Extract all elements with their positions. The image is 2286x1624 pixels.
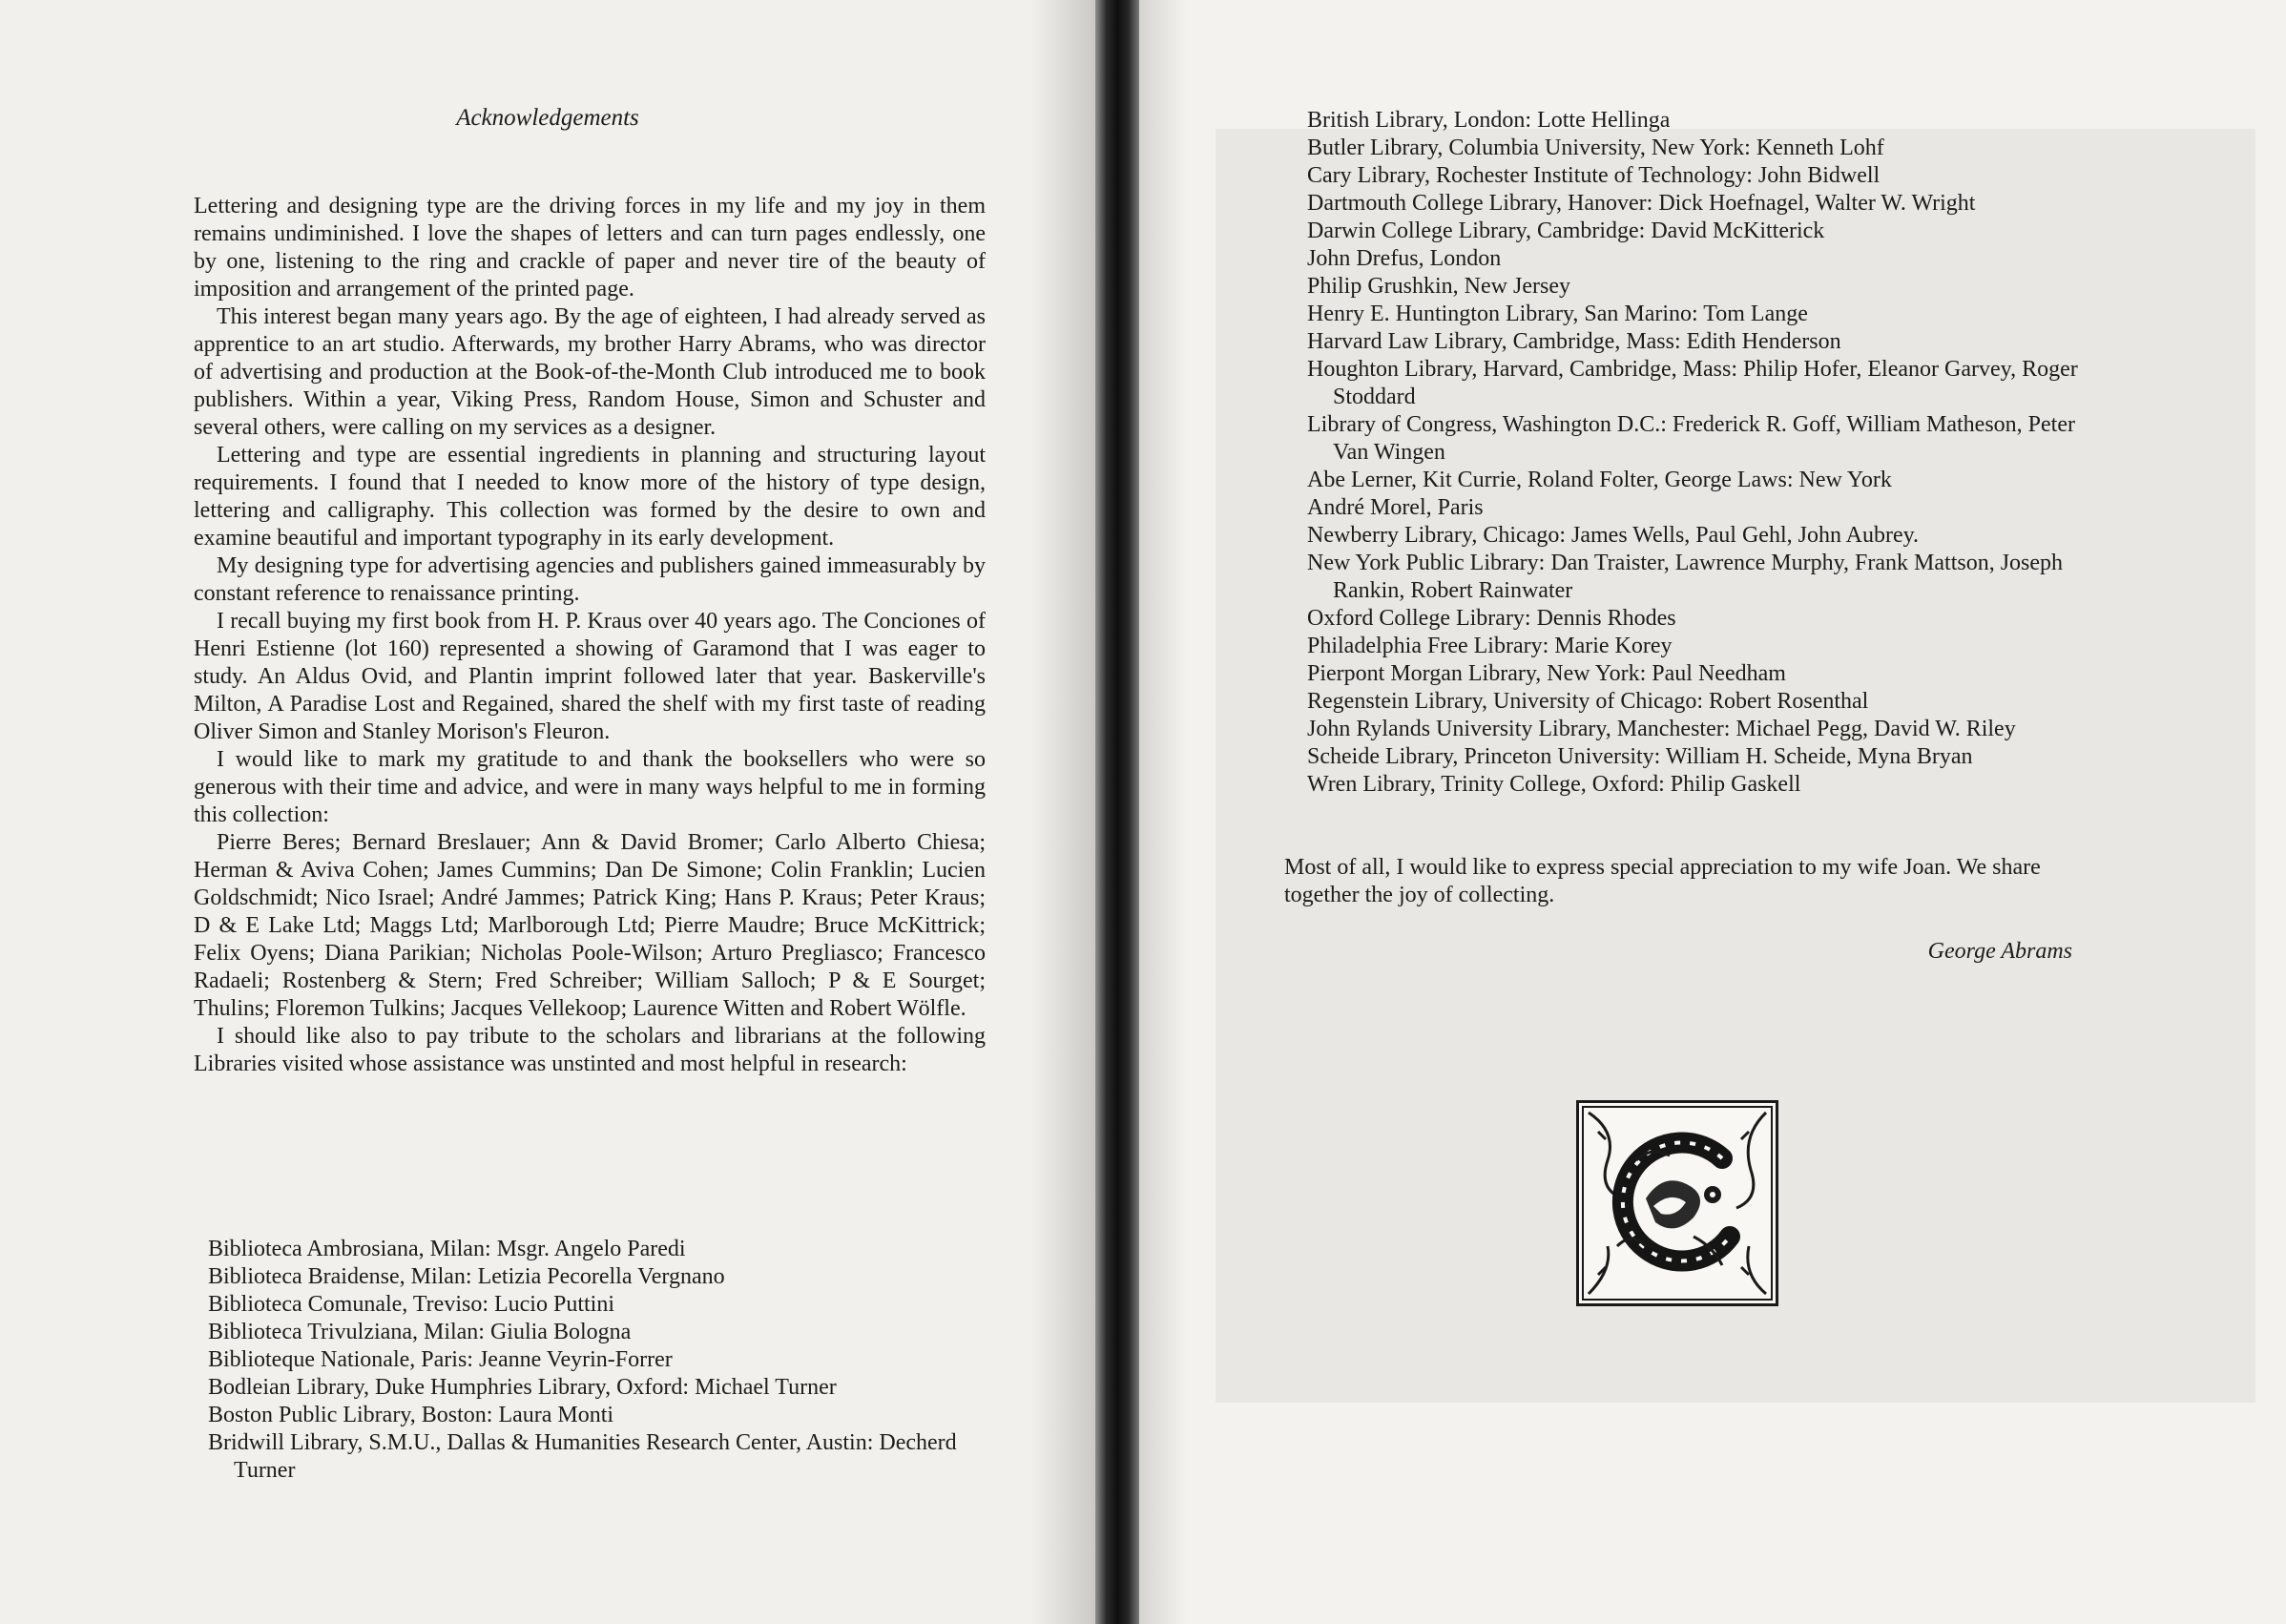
list-item: Biblioteca Braidense, Milan: Letizia Pecorella Vergnano	[208, 1264, 725, 1289]
list-item: New York Public Library: Dan Traister, Lawrence Murphy, Frank Mattson, Joseph Rankin, Robert Rainwater	[1307, 551, 2064, 603]
list-item: Darwin College Library, Cambridge: David McKitterick	[1307, 219, 1825, 243]
list-item: Pierpont Morgan Library, New York: Paul Needham	[1307, 661, 1786, 686]
running-head: Acknowledgements	[456, 105, 639, 131]
list-item: Butler Library, Columbia University, New York: Kenneth Lohf	[1307, 135, 1884, 160]
signature: George Abrams	[1927, 939, 2072, 964]
list-item: Scheide Library, Princeton University: William H. Scheide, Myna Bryan	[1307, 744, 1973, 769]
list-item: Philip Grushkin, New Jersey	[1307, 274, 1570, 299]
list-item: John Drefus, London	[1307, 246, 1502, 271]
list-item: Philadelphia Free Library: Marie Korey	[1307, 634, 1673, 658]
list-item: Biblioteque Nationale, Paris: Jeanne Veyrin-Forrer	[208, 1347, 673, 1372]
paragraph: This interest began many years ago. By the age of eighteen, I had already served as apprentice to an art studio. Afterwards, my brother Harry Abrams, who was director of advertising and production at the Book-of-the-Month Club introduced me to book publishers. Within a year, Viking Press, Random House, Simon and Schuster and several others, were calling on my services as a designer.	[194, 304, 986, 440]
list-item: Bodleian Library, Duke Humphries Library, Oxford: Michael Turner	[208, 1375, 837, 1400]
library-list-left	[208, 1236, 1000, 1485]
intro-text	[194, 193, 986, 1078]
ornament-artwork	[1579, 1103, 1776, 1303]
paragraph: My designing type for advertising agencies and publishers gained immeasurably by constant reference to renaissance printing.	[194, 553, 986, 606]
list-item: Biblioteca Comunale, Treviso: Lucio Puttini	[208, 1292, 614, 1317]
closing-paragraph: Most of all, I would like to express special appreciation to my wife Joan. We share together the joy of collecting.	[1284, 855, 2041, 907]
list-item: Boston Public Library, Boston: Laura Monti	[208, 1403, 614, 1427]
woodcut-initial-ornament	[1576, 1100, 1778, 1306]
list-item: Abe Lerner, Kit Currie, Roland Folter, George Laws: New York	[1307, 468, 1892, 492]
paragraph: I recall buying my first book from H. P. Kraus over 40 years ago. The Conciones of Henri Estienne (lot 160) represented a showing of Garamond that I was eager to study. An Aldus Ovid, and Plantin imprint followed later that year. Baskerville's Milton, A Paradise Lost and Regained, shared the shelf with my first taste of reading Oliver Simon and Stanley Morison's Fleuron.	[194, 609, 986, 744]
list-item: Newberry Library, Chicago: James Wells, Paul Gehl, John Aubrey.	[1307, 523, 1920, 548]
list-item: Henry E. Huntington Library, San Marino: Tom Lange	[1307, 302, 1808, 326]
library-list-right	[1307, 107, 2089, 799]
gutter-shadow-right	[1139, 0, 1187, 1624]
list-item: Houghton Library, Harvard, Cambridge, Mass: Philip Hofer, Eleanor Garvey, Roger Stoddard	[1307, 357, 2078, 409]
book-gutter	[1095, 0, 1139, 1624]
list-item: Library of Congress, Washington D.C.: Frederick R. Goff, William Matheson, Peter Van Wingen	[1307, 412, 2075, 465]
list-item: Bridwill Library, S.M.U., Dallas & Humanities Research Center, Austin: Decherd Turner	[208, 1430, 957, 1483]
paragraph: Lettering and type are essential ingredients in planning and structuring layout requirements. I found that I needed to know more of the history of type design, lettering and calligraphy. This collection was formed by the desire to own and examine beautiful and important typography in its early development.	[194, 443, 986, 551]
list-item: Regenstein Library, University of Chicago: Robert Rosenthal	[1307, 689, 1869, 714]
list-item: Cary Library, Rochester Institute of Technology: John Bidwell	[1307, 163, 1881, 188]
list-item: Biblioteca Ambrosiana, Milan: Msgr. Angelo Paredi	[208, 1237, 686, 1261]
list-item: Wren Library, Trinity College, Oxford: Philip Gaskell	[1307, 772, 1801, 797]
list-item: Dartmouth College Library, Hanover: Dick Hoefnagel, Walter W. Wright	[1307, 191, 1976, 216]
paragraph: Lettering and designing type are the driving forces in my life and my joy in them remains undiminished. I love the shapes of letters and can turn pages endlessly, one by one, listening to the ring and crackle of paper and never tire of the beauty of imposition and arrangement of the printed page.	[194, 194, 986, 302]
list-item: Biblioteca Trivulziana, Milan: Giulia Bologna	[208, 1320, 632, 1344]
list-item: Oxford College Library: Dennis Rhodes	[1307, 606, 1676, 631]
list-item: John Rylands University Library, Manchester: Michael Pegg, David W. Riley	[1307, 717, 2016, 741]
booksellers-list: Pierre Beres; Bernard Breslauer; Ann & David Bromer; Carlo Alberto Chiesa; Herman & Aviva Cohen; James Cummins; Dan De Simone; Colin Franklin; Lucien Goldschmidt; Nico Israel; André Jammes; Patrick King; Hans P. Kraus; Peter Kraus; D & E Lake Ltd; Maggs Ltd; Marlborough Ltd; Pierre Maudre; Bruce McKittrick; Felix Oyens; Diana Parikian; Nicholas Poole-Wilson; Arturo Pregliasco; Francesco Radaeli; Rostenberg & Stern; Fred Schreiber; William Salloch; P & E Sourget; Thulins; Floremon Tulkins; Jacques Vellekoop; Laurence Witten and Robert Wölfle.	[194, 830, 986, 1021]
gutter-shadow-left	[1030, 0, 1095, 1624]
list-item: British Library, London: Lotte Hellinga	[1307, 108, 1671, 133]
paragraph: I should like also to pay tribute to the scholars and librarians at the following Libraries visited whose assistance was unstinted and most helpful in research:	[194, 1024, 986, 1076]
paragraph: I would like to mark my gratitude to and thank the booksellers who were so generous with their time and advice, and were in many ways helpful to me in forming this collection:	[194, 747, 986, 827]
list-item: Harvard Law Library, Cambridge, Mass: Edith Henderson	[1307, 329, 1841, 354]
list-item: André Morel, Paris	[1307, 495, 1484, 520]
